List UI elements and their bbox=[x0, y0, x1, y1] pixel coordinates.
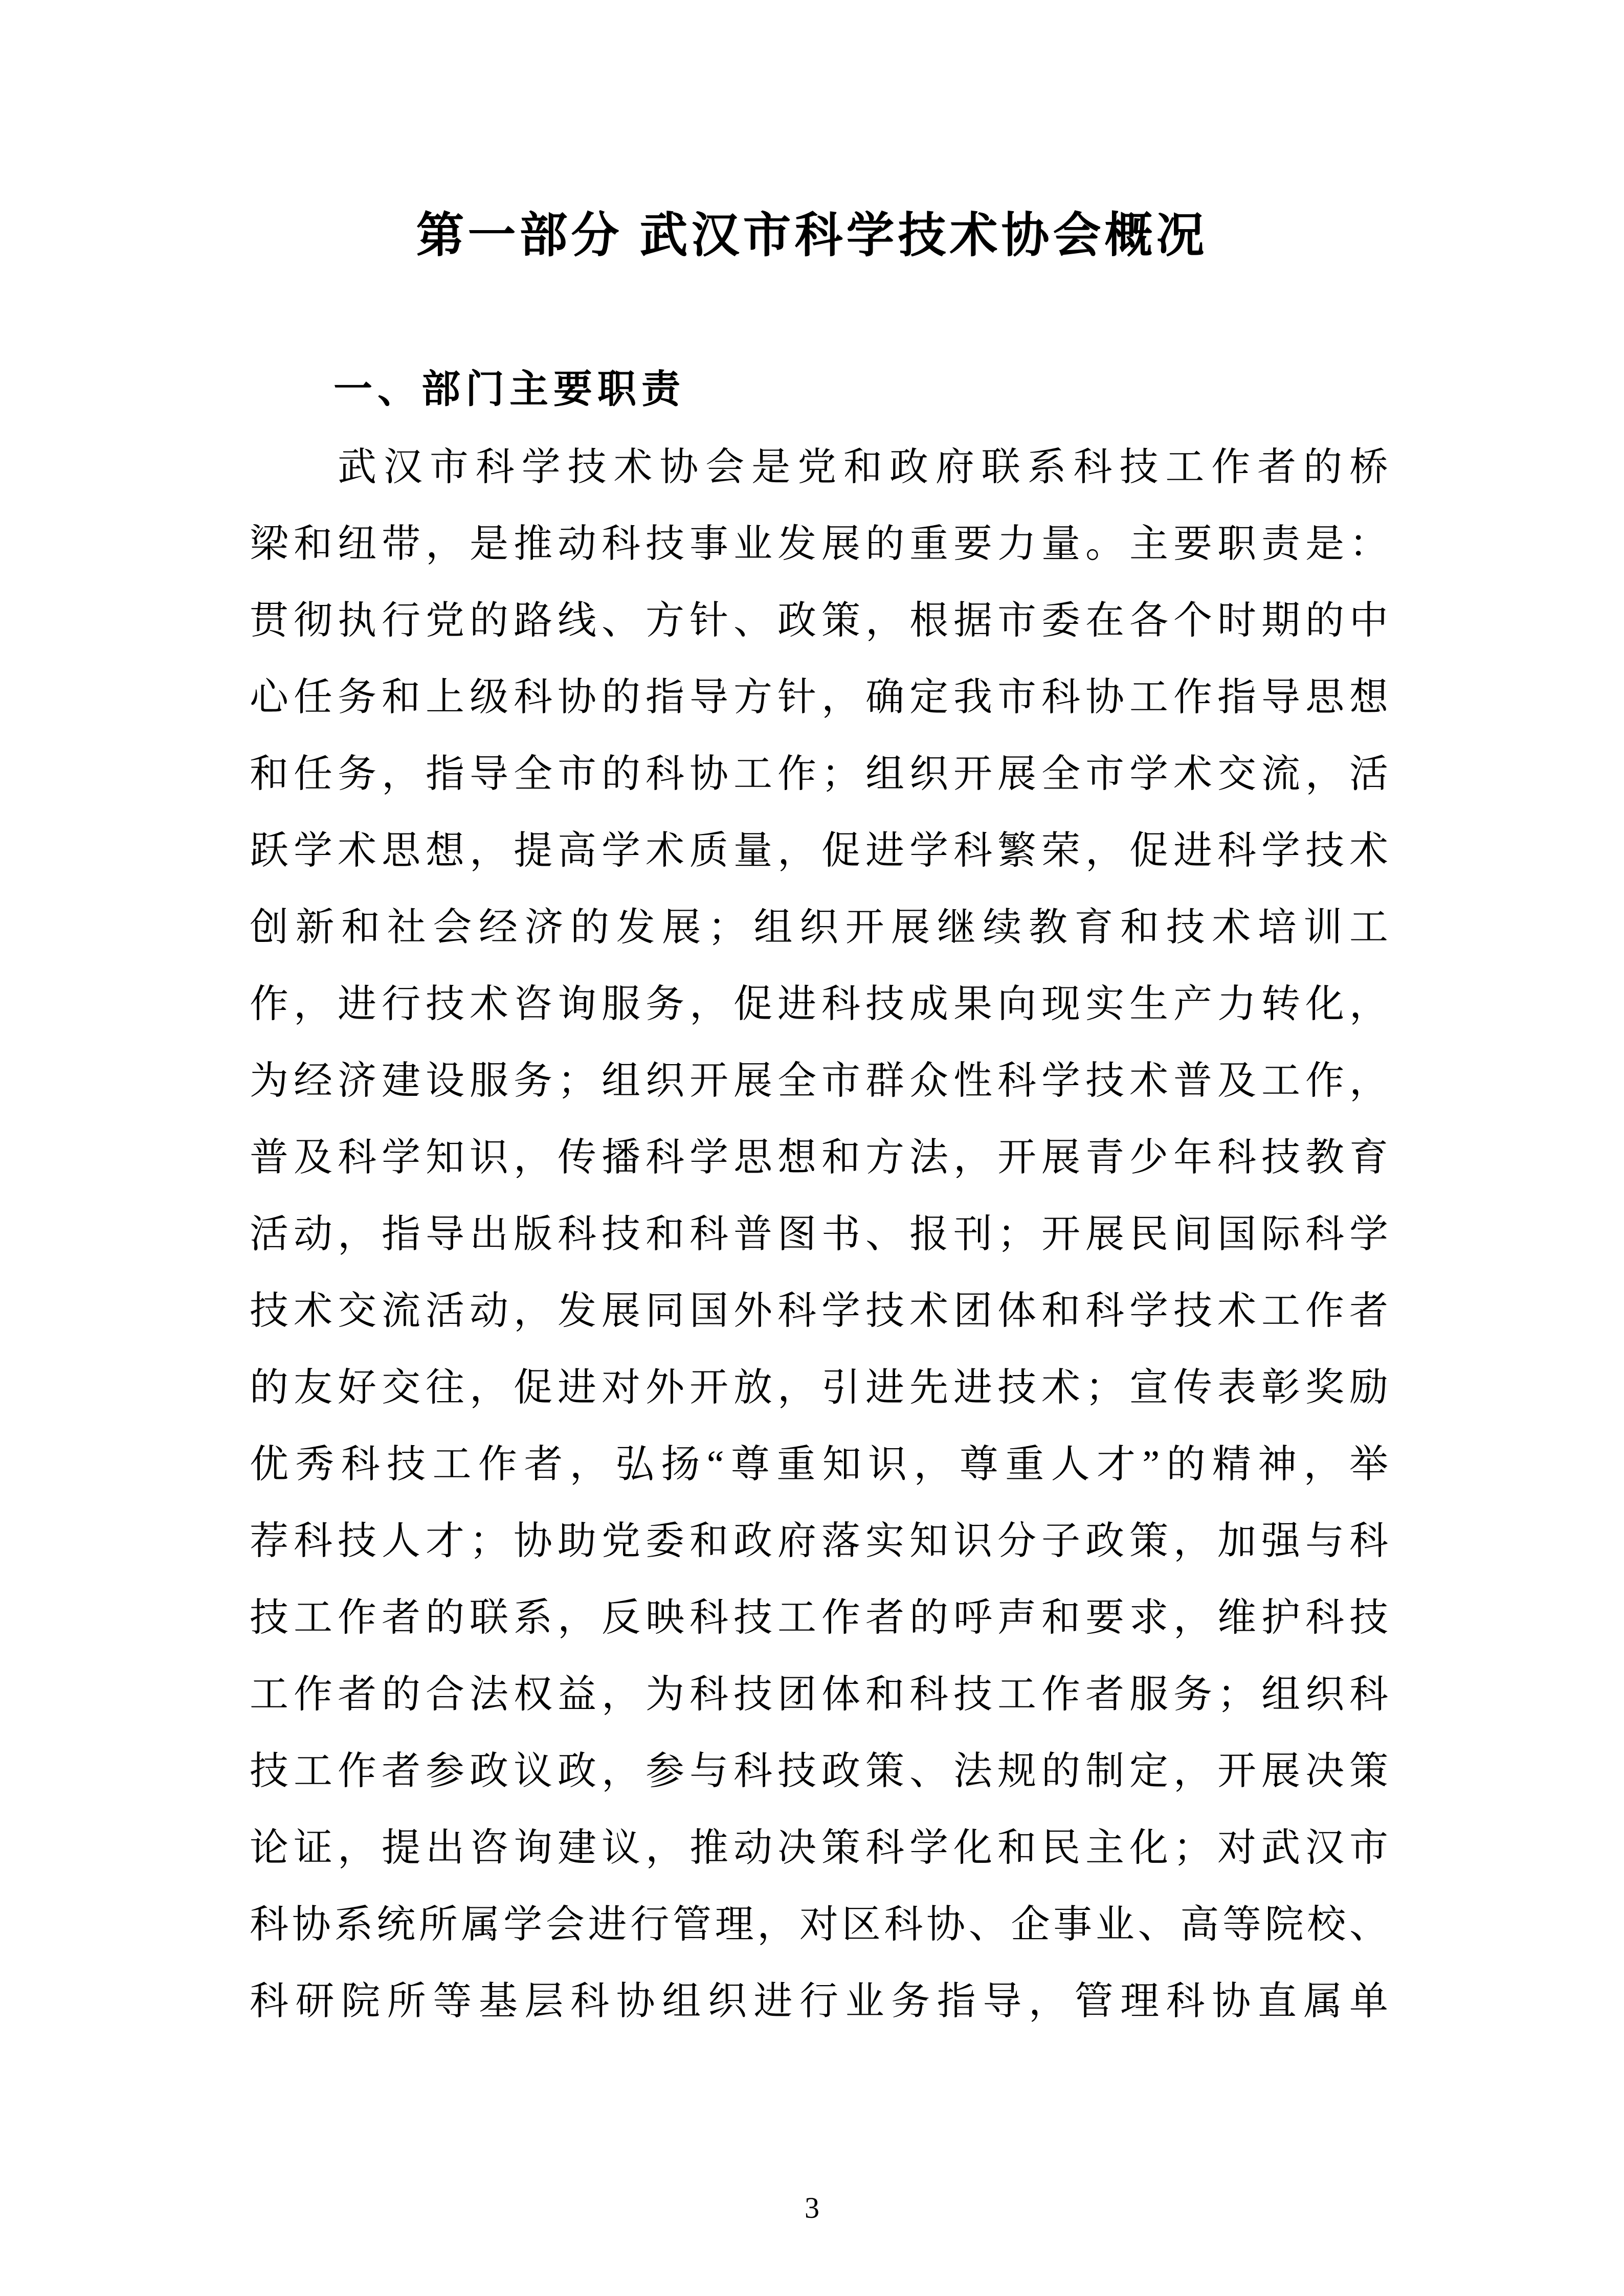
paragraph-line: 梁和纽带，是推动科技事业发展的重要力量。主要职责是： bbox=[250, 523, 1388, 566]
paragraph-line: 创新和社会经济的发展；组织开展继续教育和技术培训工 bbox=[250, 906, 1388, 949]
paragraph-line: 贯彻执行党的路线、方针、政策，根据市委在各个时期的中 bbox=[250, 599, 1388, 642]
paragraph-line: 活动，指导出版科技和科普图书、报刊；开展民间国际科学 bbox=[250, 1213, 1388, 1256]
paragraph-line: 武汉市科学技术协会是党和政府联系科技工作者的桥 bbox=[338, 446, 1388, 489]
paragraph-line: 科研院所等基层科协组织进行业务指导，管理科协直属单 bbox=[250, 1980, 1388, 2023]
paragraph-line: 和任务，指导全市的科协工作；组织开展全市学术交流，活 bbox=[250, 753, 1388, 796]
paragraph-line: 作，进行技术咨询服务，促进科技成果向现实生产力转化， bbox=[250, 983, 1388, 1026]
paragraph-line: 技术交流活动，发展同国外科学技术团体和科学技术工作者 bbox=[250, 1290, 1388, 1333]
paragraph-line: 为经济建设服务；组织开展全市群众性科学技术普及工作， bbox=[250, 1060, 1388, 1102]
section-heading: 一、部门主要职责 bbox=[333, 368, 685, 411]
paragraph-line: 跃学术思想，提高学术质量，促进学科繁荣，促进科学技术 bbox=[250, 829, 1388, 872]
paragraph-line: 工作者的合法权益，为科技团体和科技工作者服务；组织科 bbox=[250, 1673, 1388, 1716]
paragraph-line: 荐科技人才；协助党委和政府落实知识分子政策，加强与科 bbox=[250, 1520, 1388, 1563]
paragraph-line: 普及科学知识，传播科学思想和方法，开展青少年科技教育 bbox=[250, 1136, 1388, 1179]
page-number: 3 bbox=[805, 2191, 819, 2224]
paragraph-line: 技工作者的联系，反映科技工作者的呼声和要求，维护科技 bbox=[250, 1596, 1388, 1639]
document-title: 第一部分 武汉市科学技术协会概况 bbox=[416, 208, 1208, 262]
paragraph-line: 的友好交往，促进对外开放，引进先进技术；宣传表彰奖励 bbox=[250, 1366, 1388, 1409]
paragraph-line: 科协系统所属学会进行管理，对区科协、企事业、高等院校、 bbox=[250, 1903, 1388, 1946]
paragraph-line: 优秀科技工作者，弘扬“尊重知识，尊重人才”的精神，举 bbox=[250, 1443, 1388, 1486]
body-paragraph bbox=[250, 429, 1388, 2040]
paragraph-line: 技工作者参政议政，参与科技政策、法规的制定，开展决策 bbox=[250, 1750, 1388, 1793]
paragraph-line: 心任务和上级科协的指导方针，确定我市科协工作指导思想 bbox=[250, 676, 1388, 719]
paragraph-line: 论证，提出咨询建议，推动决策科学化和民主化；对武汉市 bbox=[250, 1827, 1388, 1870]
